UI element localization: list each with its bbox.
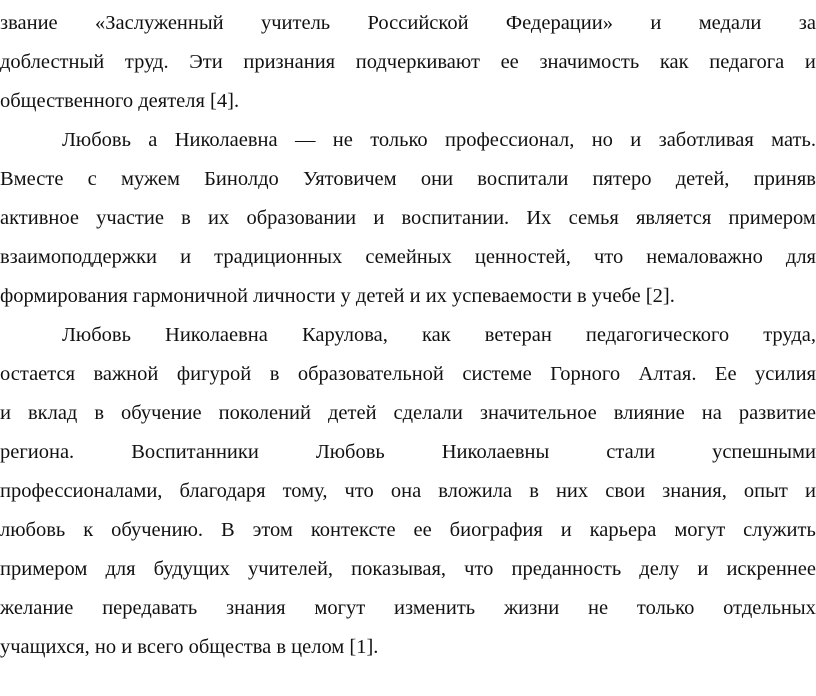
text-line: звание «Заслуженный учитель Российской Федерации» и медали за	[0, 12, 816, 34]
text-line: доблестный труд. Эти признания подчеркивают ее значимость как педагога и	[0, 51, 816, 73]
text-line: желание передавать знания могут изменить жизни не только отдельных	[0, 597, 816, 619]
text-line: формирования гармоничной личности у детей и их успеваемости в учебе [2].	[0, 285, 675, 307]
text-line: профессионалами, благодаря тому, что она вложила в них свои знания, опыт и	[0, 480, 816, 502]
text-line: активное участие в их образовании и воспитании. Их семья является примером	[0, 207, 816, 229]
text-line: общественного деятеля [4].	[0, 90, 240, 112]
text-line: Любовь а Николаевна — не только профессионал, но и заботливая мать.	[62, 129, 816, 151]
text-line: и вклад в обучение поколений детей сделали значительное влияние на развитие	[0, 402, 816, 424]
text-line: остается важной фигурой в образовательной системе Горного Алтая. Ее усилия	[0, 363, 816, 385]
text-line: Вместе с мужем Бинолдо Уятовичем они воспитали пятеро детей, приняв	[0, 168, 816, 190]
text-line: взаимоподдержки и традиционных семейных ценностей, что немаловажно для	[0, 246, 816, 268]
text-line: Любовь Николаевна Карулова, как ветеран педагогического труда,	[62, 324, 816, 346]
text-line: региона. Воспитанники Любовь Николаевны стали успешными	[0, 441, 816, 463]
text-line: примером для будущих учителей, показывая, что преданность делу и искреннее	[0, 558, 816, 580]
text-line: учащихся, но и всего общества в целом [1].	[0, 636, 379, 658]
text-line: любовь к обучению. В этом контексте ее биография и карьера могут служить	[0, 519, 816, 541]
